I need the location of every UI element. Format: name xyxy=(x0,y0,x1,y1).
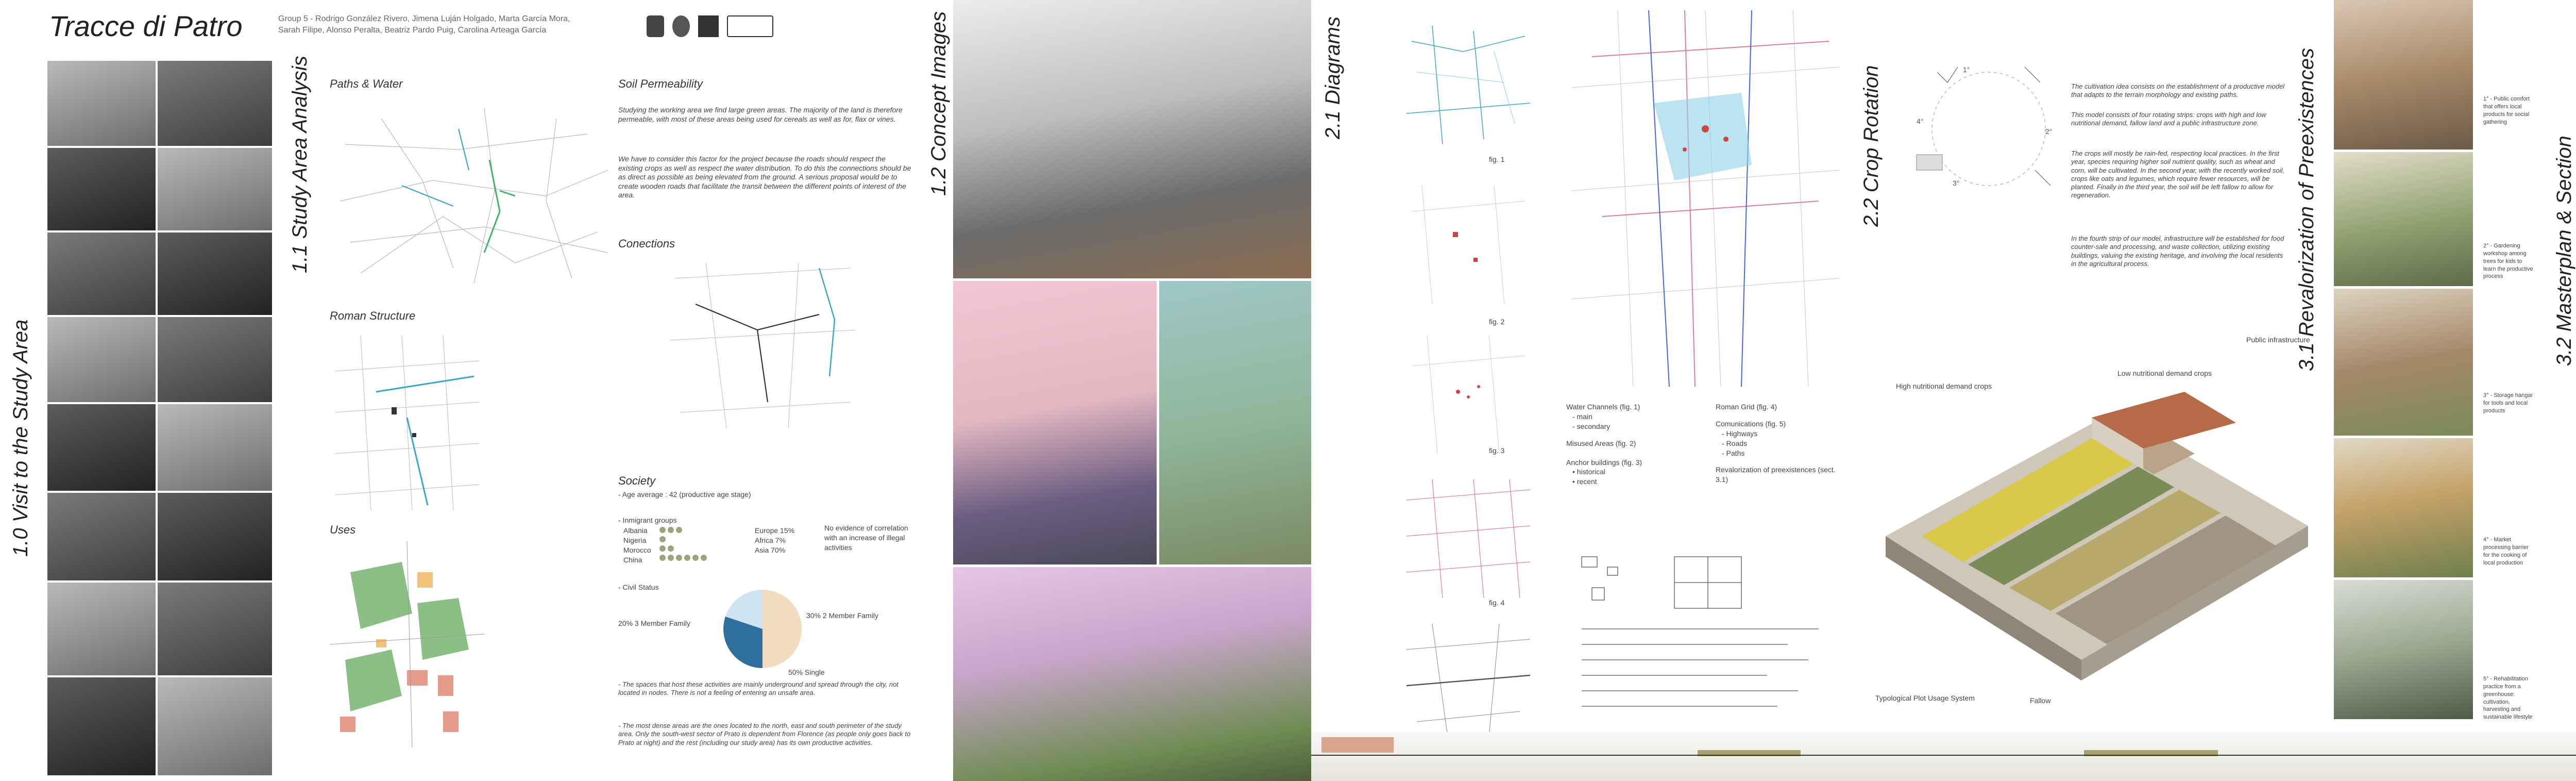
typological-plot-axonometry xyxy=(1865,381,2329,701)
visit-photo-15 xyxy=(47,677,156,775)
crop-label-system: Typological Plot Usage System xyxy=(1875,694,1975,702)
concept-image-3 xyxy=(1159,281,1311,564)
family-3-label: 20% 3 Member Family xyxy=(618,619,691,627)
fig3-label: fig. 3 xyxy=(1489,446,1505,455)
asia-pct: Asia 70% xyxy=(755,545,786,554)
visit-photo-12 xyxy=(158,493,272,580)
europe-pct: Europe 15% xyxy=(755,526,795,535)
fig1-water-map xyxy=(1401,21,1535,149)
visit-photo-16 xyxy=(158,677,272,775)
society-note-2: - The most dense areas are the ones located to the north, east and south perimeter of the study area. Only the south-west sector of Prato is dependent from Florence (as people only goes back to Prato at night) and the rest (including our study area) has its own productive activities. xyxy=(618,722,911,746)
legend-water: Water Channels (fig. 1) xyxy=(1566,403,1640,411)
crop-label-fallow: Fallow xyxy=(2030,696,2051,705)
uses-map xyxy=(330,541,484,747)
visit-photo-6 xyxy=(158,232,272,315)
legend-anchor: Anchor buildings (fig. 3) xyxy=(1566,458,1642,467)
legend-main: - main xyxy=(1572,412,1592,421)
authors-line-2: Sarah Filipe, Alonso Peralta, Beatriz Pardo Puig, Carolina Arteaga García xyxy=(278,26,547,35)
revalorization-note-5: 5° - Rehabilitation practice from a greenhouse: cultivation, harvesting and sustainable lifestyle xyxy=(2483,676,2533,721)
legend-roman-grid: Roman Grid (fig. 4) xyxy=(1716,403,1777,411)
crop-rotation-cycle xyxy=(1906,52,2071,206)
paths-water-title: Paths & Water xyxy=(330,77,403,90)
visit-photo-2 xyxy=(158,61,272,146)
fig4-label: fig. 4 xyxy=(1489,599,1505,607)
africa-pct: Africa 7% xyxy=(755,536,786,544)
soil-title: Soil Permeability xyxy=(618,77,703,90)
section-title-concept: 1.2 Concept Images xyxy=(927,11,950,196)
concept-image-4 xyxy=(953,567,1311,781)
group-morocco: Morocco xyxy=(623,545,651,554)
roman-structure-map xyxy=(330,330,484,516)
conections-title: Conections xyxy=(618,237,675,250)
civil-status-pie xyxy=(721,588,804,670)
revalorization-image-5 xyxy=(2334,580,2473,719)
fig2-misused-map xyxy=(1401,180,1535,309)
section-strip-drawing xyxy=(1311,732,2576,781)
diagram-sketches xyxy=(1571,546,1839,737)
crop-text-3: The crops will mostly be rain-fed, respecting local practices. In the first year, species requiring higher soil nutrient quality, such as wheat and corn, will be cultivated. In the second year, with the recently worked soil, crops like oats and legumes, which require fewer resources, will be planted. Finally in the third year, the soil will be left fallow to allow for regeneration. xyxy=(2071,149,2285,200)
section-title-visit: 1.0 Visit to the Study Area xyxy=(9,319,32,557)
authors-line-1: Group 5 - Rodrigo González Rivero, Jimena Luján Holgado, Marta García Mora, xyxy=(278,14,570,23)
legend-paths: - Paths xyxy=(1722,448,1745,457)
group-nigeria: Nigeria xyxy=(623,536,647,544)
visit-photo-9 xyxy=(47,404,156,491)
revalorization-image-2 xyxy=(2334,152,2473,286)
section-title-revalorization: 3.1 Revalorization of Preexistences xyxy=(2295,48,2318,371)
section-title-diagrams: 2.1 Diagrams xyxy=(1321,16,1344,139)
crop-text-4: In the fourth strip of our model, infrastructure will be established for food counter-sale and processing, and waste collection, utilizing existing buildings, valuing the existing heritage, and involving the local residents in the agricultural process. xyxy=(2071,235,2284,268)
concept-image-2 xyxy=(953,281,1157,564)
revalorization-note-1: 1° - Public comfort that offers local products for social gathering xyxy=(2483,96,2530,125)
crop-label-high: High nutritional demand crops xyxy=(1896,382,1992,390)
society-title: Society xyxy=(618,474,656,487)
group-china: China xyxy=(623,555,642,564)
section-title-analysis: 1.1 Study Area Analysis xyxy=(289,56,311,273)
roman-structure-title: Roman Structure xyxy=(330,309,416,322)
revalorization-image-4 xyxy=(2334,438,2473,577)
svg-text:3°: 3° xyxy=(1953,179,1960,187)
university-logos xyxy=(647,15,773,37)
visit-photo-8 xyxy=(158,317,272,402)
legend-historical: • historical xyxy=(1572,468,1606,476)
section-title-crop: 2.2 Crop Rotation xyxy=(1860,65,1883,227)
crop-text-1: The cultivation idea consists on the establishment of a productive model that adapts to the terrain morphology and existing paths. xyxy=(2071,82,2285,99)
fig3-anchor-map xyxy=(1401,330,1535,459)
society-note-1: - The spaces that host these activities are mainly underground and spread through the city, not located in nodes. There is not a feeling of entering an unsafe area. xyxy=(618,680,899,697)
uses-title: Uses xyxy=(330,523,356,536)
diagrams-overlay-map xyxy=(1571,10,1839,387)
legend-misused: Misused Areas (fig. 2) xyxy=(1566,439,1636,447)
visit-photo-10 xyxy=(158,404,272,491)
no-evidence-note: No evidence of correlation with an increase of illegal activities xyxy=(824,524,908,552)
diagram-legend-b xyxy=(1716,402,1839,485)
fig5-communications-map xyxy=(1401,619,1535,742)
soil-text-2: We have to consider this factor for the project because the roads should respect the existing crops as well as respect the water distribution. To do this the connections should be as direct as possible as being elevated from the ground. A serious proposal would be to create wooden roads that facilitate the transit between the different points of interest of the area. xyxy=(618,155,911,199)
legend-highways: - Highways xyxy=(1722,429,1758,438)
fig1-label: fig. 1 xyxy=(1489,155,1505,163)
group-albania: Albania xyxy=(623,526,648,535)
single-label: 50% Single xyxy=(788,668,825,676)
svg-text:4°: 4° xyxy=(1917,117,1924,125)
visit-photo-3 xyxy=(47,148,156,230)
revalorization-note-2: 2° - Gardening workshop among trees for kids to learn the productive process xyxy=(2483,243,2533,280)
legend-recent: • recent xyxy=(1572,477,1597,486)
revalorization-note-4: 4° - Market processing barrier for the cooking of local production xyxy=(2483,537,2529,566)
conections-map xyxy=(665,258,860,433)
legend-revalorization: Revalorization of preexistences (sect. 3.1) xyxy=(1716,466,1836,484)
visit-photo-14 xyxy=(158,583,272,675)
crop-text-2: This model consists of four rotating strips: crops with high and low nutritional demand, fallow land and a public infrastructure zone. xyxy=(2071,111,2266,127)
visit-photo-11 xyxy=(47,493,156,580)
age-average: - Age average : 42 (productive age stage) xyxy=(618,490,751,498)
legend-roads: - Roads xyxy=(1722,439,1748,447)
visit-photo-13 xyxy=(47,583,156,675)
legend-secondary: - secondary xyxy=(1572,422,1611,430)
crest-logo-3 xyxy=(698,15,719,37)
crop-label-public: Public infrastructure xyxy=(2246,336,2310,344)
paths-water-map xyxy=(330,98,618,289)
visit-photo-5 xyxy=(47,232,156,315)
page-title: Tracce di Patro xyxy=(49,10,243,42)
svg-text:2°: 2° xyxy=(2045,127,2053,136)
fig2-label: fig. 2 xyxy=(1489,318,1505,326)
visit-photo-1 xyxy=(47,61,156,146)
legend-communications: Comunications (fig. 5) xyxy=(1716,419,1786,428)
crest-logo-2 xyxy=(672,15,690,37)
civil-status-label: - Civil Status xyxy=(618,583,659,591)
fig4-roman-grid-map xyxy=(1401,474,1535,603)
family-2-label: 30% 2 Member Family xyxy=(806,611,879,620)
continent-percentages xyxy=(755,526,794,555)
soil-text: Studying the working area we find large green areas. The majority of the land is therefore permeable, with most of these areas being used for cereals as well as for, flax or vines. xyxy=(618,106,903,123)
crop-label-low: Low nutritional demand crops xyxy=(2117,369,2212,377)
immigrant-groups-list xyxy=(623,526,651,565)
revalorization-note-3: 3° - Storage hangar for tools and local products xyxy=(2483,392,2533,414)
visit-photo-4 xyxy=(158,148,272,230)
concept-image-1 xyxy=(953,0,1311,278)
revalorization-image-1 xyxy=(2334,0,2473,149)
immigrant-dots xyxy=(659,527,707,561)
svg-text:1°: 1° xyxy=(1963,65,1970,74)
section-title-masterplan: 3.2 Masterplan & Section xyxy=(2553,136,2575,366)
immigrant-groups-label: - Inmigrant groups xyxy=(618,516,677,524)
visit-photo-7 xyxy=(47,317,156,402)
diagram-legend-a xyxy=(1566,402,1685,487)
crest-logo-4 xyxy=(727,15,773,37)
crest-logo-1 xyxy=(647,15,664,37)
revalorization-image-3 xyxy=(2334,289,2473,436)
